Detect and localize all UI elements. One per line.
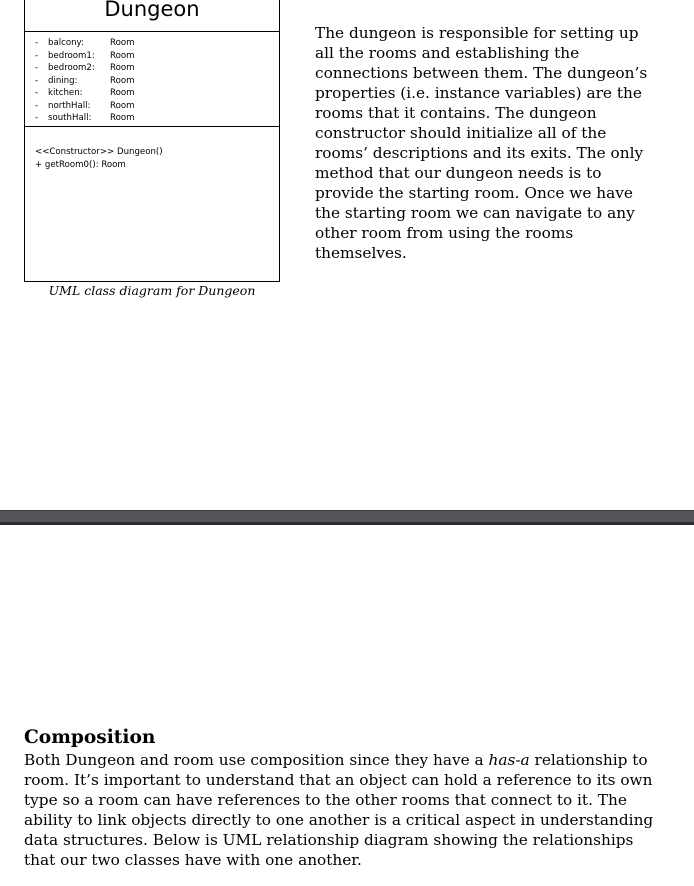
uml-divider [25, 31, 279, 32]
dungeon-description: The dungeon is responsible for setting up all the rooms and establishing the connections between them. The dungeon’s properties (i.e. instance variables) are the rooms that it contains. The dungeon constructor should initialize all of the rooms’ descriptions and its exits. The only method that our dungeon needs is to provide the starting room. Once we have the starting room we can navigate to any other room from using the rooms themselves. [315, 24, 648, 262]
uml-attribute: - dining: Room [35, 75, 135, 86]
uml-attribute: - southHall: Room [35, 113, 135, 123]
uml-class-box [24, 0, 280, 282]
uml-methods [35, 146, 163, 171]
uml-class-name: Dungeon [104, 0, 200, 21]
emphasis-text: has-a [488, 751, 530, 769]
section-heading: Composition [24, 727, 156, 748]
uml-attributes [35, 37, 134, 125]
uml-attribute: - kitchen: Room [35, 88, 135, 98]
page-separator [0, 510, 694, 525]
composition-paragraph: Both Dungeon and room use composition since they have a has-a relationship to room. It’s important to understand that an object can hold a reference to its own type so a room can have references to the other rooms that connect to it. The ability to link objects directly to one another is a critical aspect in understanding data structures. Below is UML relationship diagram showing the relationships that our two classes have with one another. [24, 751, 654, 869]
uml-attribute: - bedroom1: Room [35, 50, 135, 61]
figure-caption: UML class diagram for Dungeon [48, 283, 256, 298]
uml-divider [25, 126, 279, 127]
uml-attribute: - bedroom2: Room [35, 63, 135, 73]
uml-method: <<Constructor>> Dungeon() [35, 147, 163, 157]
uml-method: + getRoom0(): Room [35, 159, 126, 170]
uml-attribute: - northHall: Room [35, 100, 135, 111]
uml-attribute: - balcony: Room [35, 38, 135, 48]
